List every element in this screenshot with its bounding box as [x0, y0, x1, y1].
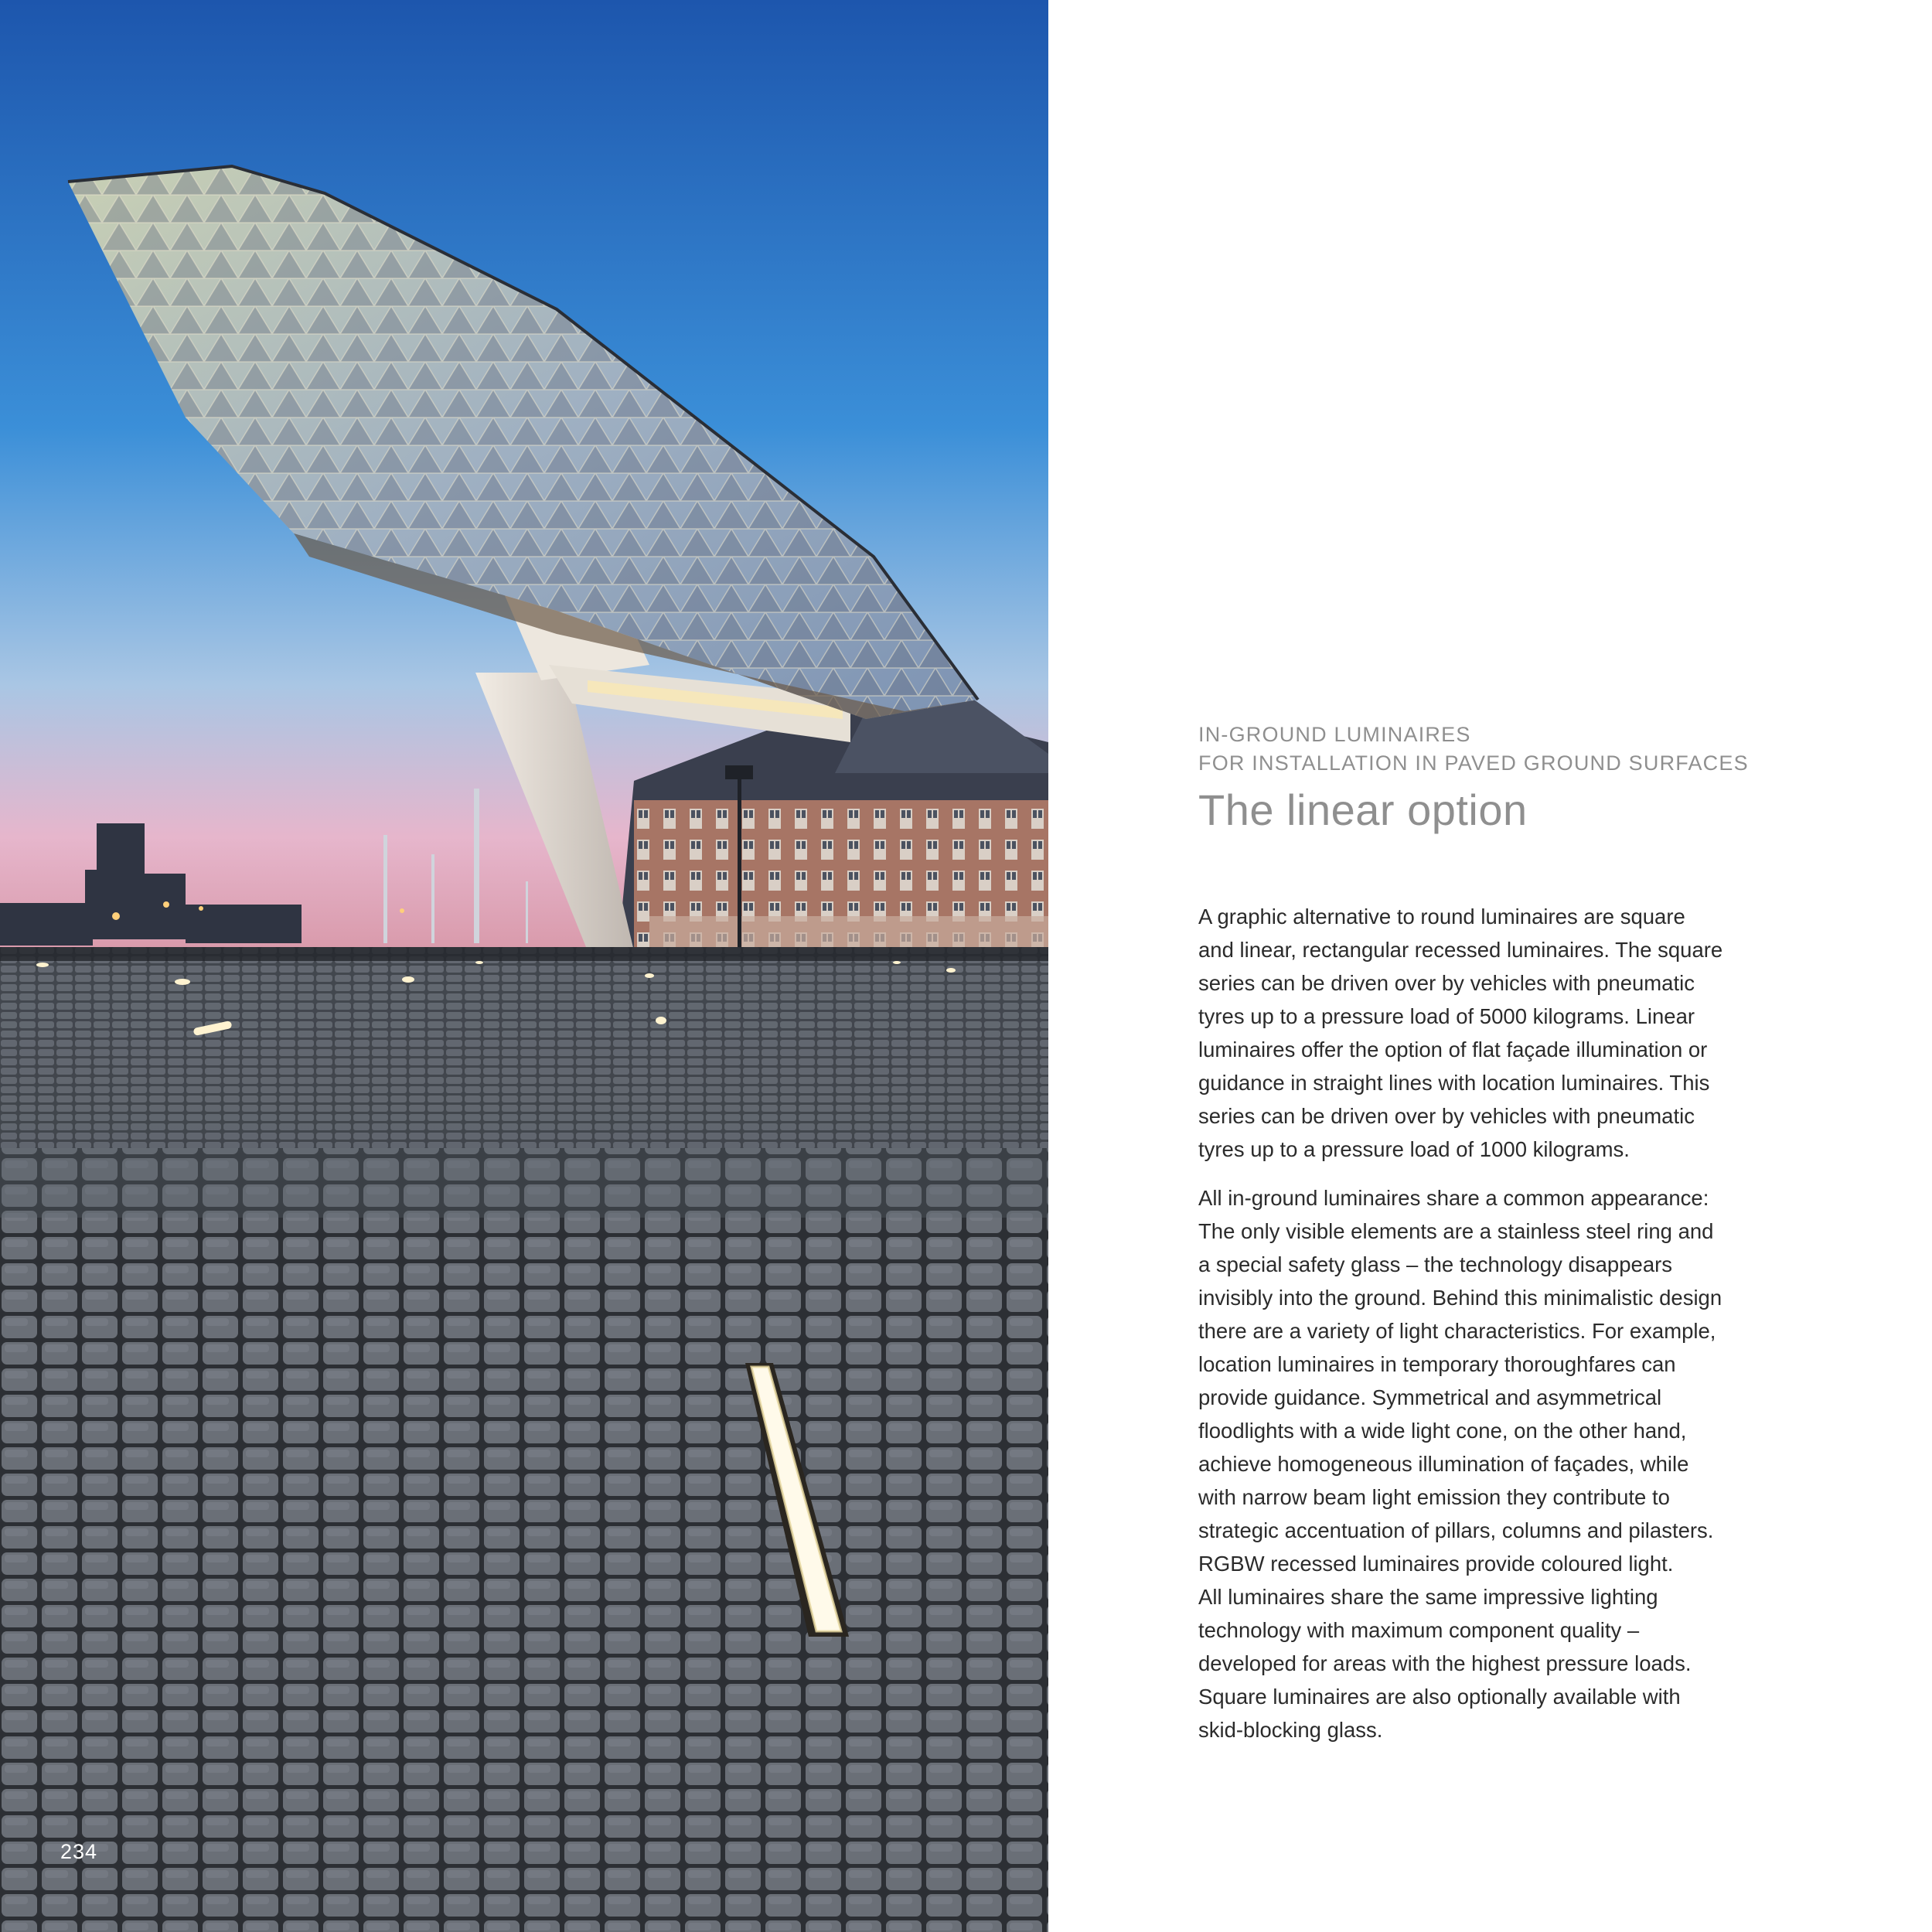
- paragraph-line: provide guidance. Symmetrical and asymmetrical: [1198, 1385, 1662, 1409]
- paragraph-line: guidance in straight lines with location luminaires. This: [1198, 1071, 1710, 1095]
- paragraph-line: RGBW recessed luminaires provide coloured light.: [1198, 1552, 1674, 1576]
- paragraph-line: The only visible elements are a stainless steel ring and: [1198, 1219, 1714, 1243]
- paragraph-line: strategic accentuation of pillars, columns and pilasters.: [1198, 1518, 1714, 1542]
- paragraph-line: with narrow beam light emission they contribute to: [1198, 1485, 1670, 1509]
- paragraph-line: location luminaires in temporary thoroughfares can: [1198, 1352, 1676, 1376]
- paragraph-line: invisibly into the ground. Behind this minimalistic design: [1198, 1286, 1722, 1310]
- paragraph-line: series can be driven over by vehicles with pneumatic: [1198, 1104, 1695, 1128]
- paragraph-line: tyres up to a pressure load of 5000 kilograms. Linear: [1198, 1004, 1695, 1028]
- paragraph-line: All in-ground luminaires share a common appearance:: [1198, 1186, 1709, 1210]
- paragraph-line: series can be driven over by vehicles with pneumatic: [1198, 971, 1695, 995]
- paragraph-line: developed for areas with the highest pressure loads.: [1198, 1651, 1692, 1675]
- paragraph-line: there are a variety of light characteristics. For example,: [1198, 1319, 1716, 1343]
- article-column: [1198, 721, 1770, 1746]
- paragraph-line: luminaires offer the option of flat façade illumination or: [1198, 1038, 1708, 1061]
- paragraph-line: tyres up to a pressure load of 1000 kilograms.: [1198, 1137, 1630, 1161]
- paragraph-line: achieve homogeneous illumination of façades, while: [1198, 1452, 1689, 1476]
- paragraph-line: and linear, rectangular recessed luminaires. The square: [1198, 938, 1723, 962]
- kicker-line: IN-GROUND LUMINAIRES: [1198, 723, 1471, 746]
- paragraph-line: a special safety glass – the technology disappears: [1198, 1252, 1673, 1276]
- paragraph-line: Square luminaires are also optionally available with: [1198, 1685, 1681, 1709]
- paragraph-line: skid-blocking glass.: [1198, 1718, 1383, 1742]
- paragraph-line: A graphic alternative to round luminaires are square: [1198, 905, 1685, 929]
- paragraph-line: All luminaires share the same impressive lighting: [1198, 1585, 1658, 1609]
- paragraph-line: floodlights with a wide light cone, on the other hand,: [1198, 1419, 1687, 1443]
- page-number: 234: [60, 1840, 98, 1863]
- article-title: The linear option: [1198, 785, 1528, 834]
- body-paragraph-1: [1198, 900, 1770, 1166]
- kicker-line: FOR INSTALLATION IN PAVED GROUND SURFACES: [1198, 751, 1749, 775]
- body-paragraph-2: [1198, 1181, 1770, 1746]
- paragraph-line: technology with maximum component quality –: [1198, 1618, 1640, 1642]
- section-kicker: [1198, 721, 1770, 778]
